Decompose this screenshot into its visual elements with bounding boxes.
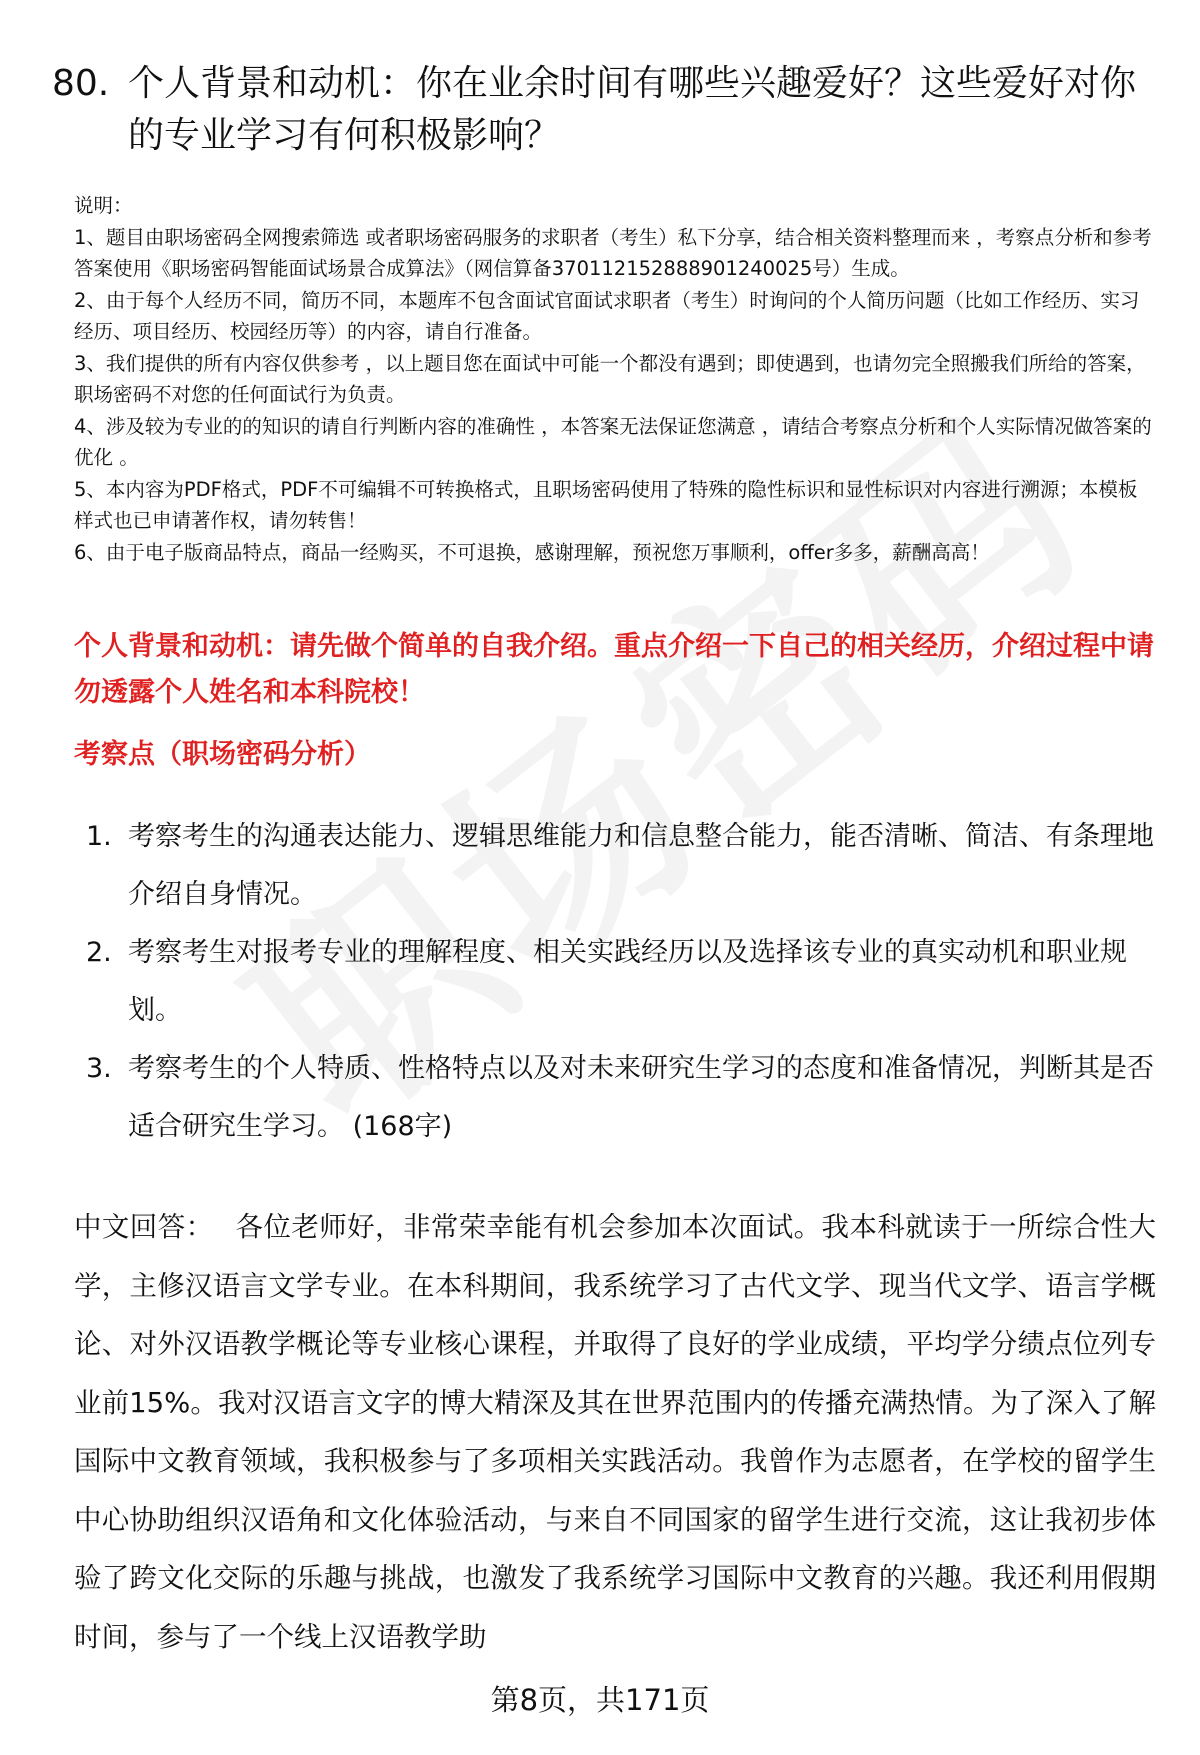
note-item: 6、由于电子版商品特点，商品一经购买，不可退换，感谢理解，预祝您万事顺利，offer多多，薪酬高高！	[74, 540, 990, 564]
interview-question: 个人背景和动机：请先做个简单的自我介绍。重点介绍一下自己的相关经历，介绍过程中请勿透露个人姓名和本科院校！	[74, 631, 1154, 708]
question-number: 80.	[52, 63, 110, 104]
analysis-point-index: 1.	[86, 821, 112, 852]
note-item: 2、由于每个人经历不同，简历不同，本题库不包含面试官面试求职者（考生）时询问的个人简历问题（比如工作经历、实习经历、项目经历、校园经历等）的内容，请自行准备。	[74, 288, 1140, 343]
question-title-text: 个人背景和动机：你在业余时间有哪些兴趣爱好？这些爱好对你的专业学习有何积极影响？	[128, 63, 1137, 156]
analysis-points	[74, 808, 1154, 1156]
answer-label: 中文回答：	[74, 1211, 214, 1243]
analysis-point	[74, 924, 1154, 1040]
analysis-point-text: 考察考生的沟通表达能力、逻辑思维能力和信息整合能力，能否清晰、简洁、有条理地介绍自身情况。	[128, 821, 1154, 910]
analysis-title: 考察点（职场密码分析）	[74, 739, 371, 770]
note-item: 3、我们提供的所有内容仅供参考 ，以上题目您在面试中可能一个都没有遇到；即使遇到，也请勿完全照搬我们所给的答案，职场密码不对您的任何面试行为负责。	[74, 351, 1146, 406]
answer-section	[74, 1198, 1156, 1666]
analysis-point-text: 考察考生的个人特质、性格特点以及对未来研究生学习的态度和准备情况，判断其是否适合研究生学习。 (168字)	[128, 1053, 1154, 1142]
note-item: 1、题目由职场密码全网搜索筛选 或者职场密码服务的求职者（考生）私下分享，结合相关资料整理而来 ，考察点分析和参考答案使用《职场密码智能面试场景合成算法》（网信算备370112152888901240025号）生成。	[74, 225, 1152, 280]
analysis-point	[74, 808, 1154, 924]
note-item: 5、本内容为PDF格式，PDF不可编辑不可转换格式，且职场密码使用了特殊的隐性标识和显性标识对内容进行溯源；本模板样式也已申请著作权，请勿转售！	[74, 477, 1138, 532]
question-title	[52, 58, 1152, 162]
notes-section	[74, 190, 1154, 568]
analysis-point-index: 2.	[86, 937, 112, 968]
note-item: 4、涉及较为专业的的知识的请自行判断内容的准确性 ，本答案无法保证您满意 ，请结合考察点分析和个人实际情况做答案的优化 。	[74, 414, 1152, 469]
page-footer: 第8页，共171页	[490, 1683, 710, 1717]
notes-heading: 说明：	[74, 194, 133, 217]
analysis-point-text: 考察考生对报考专业的理解程度、相关实践经历以及选择该专业的真实动机和职业规划。	[128, 937, 1127, 1026]
analysis-point	[74, 1040, 1154, 1156]
answer-text: 各位老师好，非常荣幸能有机会参加本次面试。我本科就读于一所综合性大学，主修汉语言文学专业。在本科期间，我系统学习了古代文学、现当代文学、语言学概论、对外汉语教学概论等专业核心课程，并取得了良好的学业成绩，平均学分绩点位列专业前15%。我对汉语言文字的博大精深及其在世界范围内的传播充满热情。为了深入了解国际中文教育领域，我积极参与了多项相关实践活动。我曾作为志愿者，在学校的留学生中心协助组织汉语角和文化体验活动，与来自不同国家的留学生进行交流，这让我初步体验了跨文化交际的乐趣与挑战，也激发了我系统学习国际中文教育的兴趣。我还利用假期时间，参与了一个线上汉语教学助	[74, 1211, 1157, 1653]
analysis-point-index: 3.	[86, 1053, 112, 1084]
